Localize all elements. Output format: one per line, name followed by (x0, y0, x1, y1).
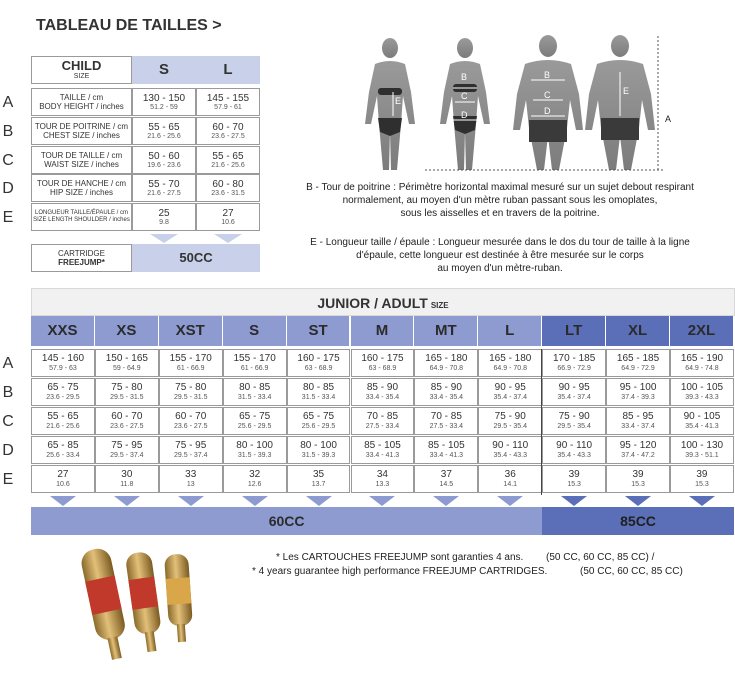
cartridge-1 (79, 546, 132, 662)
junior-size-MT: MT (414, 316, 478, 346)
junior-cell: 85 - 90 33.4 - 35.4 (351, 378, 415, 406)
junior-cell: 100 - 105 39.3 - 43.3 (670, 378, 734, 406)
junior-row-letter: E (2, 471, 14, 488)
junior-row-letter: B (2, 384, 14, 401)
junior-size-LT: LT (542, 316, 606, 346)
child-size-L: L (223, 61, 233, 78)
note-chest: B - Tour de poitrine : Périmètre horizontal maximal mesuré sur un sujet debout respirant normalement, au moyen d'un mètre ruban passant sous les omoplates, sous les aisselles et en travers de la poitrine. (306, 182, 694, 219)
svg-text:C: C (544, 90, 551, 100)
junior-size-XS: XS (95, 316, 159, 346)
junior-size-2XL: 2XL (670, 316, 734, 346)
junior-arrow (242, 496, 268, 506)
junior-cell: 145 - 160 57.9 - 63 (31, 349, 95, 377)
junior-cell: 165 - 185 64.9 - 72.9 (606, 349, 670, 377)
junior-divider (541, 349, 542, 495)
svg-text:E: E (623, 86, 630, 96)
junior-cell: 155 - 170 61 - 66.9 (223, 349, 287, 377)
child-row-label: TOUR DE TAILLE / cm WAIST SIZE / inches (31, 146, 132, 174)
junior-arrow (178, 496, 204, 506)
junior-cell: 75 - 90 29.5 - 35.4 (478, 407, 542, 435)
junior-size-M: M (351, 316, 415, 346)
child-cell: 145 - 155 57.9 - 61 (196, 88, 260, 116)
junior-cell: 150 - 165 59 - 64.9 (95, 349, 159, 377)
woman-front-figure (365, 38, 415, 170)
child-cell: 130 - 150 51.2 - 59 (132, 88, 196, 116)
child-row-letter: A (2, 94, 14, 111)
junior-size-L: L (478, 316, 542, 346)
svg-text:D: D (544, 106, 551, 116)
cartridge-3 (164, 553, 194, 642)
body-figures-illustration (345, 32, 675, 177)
junior-arrow (306, 496, 332, 506)
junior-cell: 39 15.3 (670, 465, 734, 493)
junior-cell: 165 - 190 64.9 - 74.8 (670, 349, 734, 377)
svg-text:B: B (544, 70, 551, 80)
child-cell: 55 - 70 21.6 - 27.5 (132, 174, 196, 202)
junior-cell: 75 - 95 29.5 - 37.4 (159, 436, 223, 464)
child-cartridge-label: CARTRIDGE FREEJUMP* (31, 244, 132, 272)
junior-cell: 75 - 80 29.5 - 31.5 (95, 378, 159, 406)
junior-cell: 65 - 75 23.6 - 29.5 (31, 378, 95, 406)
junior-cell: 60 - 70 23.6 - 27.5 (159, 407, 223, 435)
note-length: E - Longueur taille / épaule : Longueur mesurée dans le dos du tour de taille à la ligne d'épaule, cette longueur est destinée à être mesurée sur le corps au moyen d'un mètre-ruban. (310, 237, 690, 274)
child-row-letter: C (2, 152, 14, 169)
junior-arrow (433, 496, 459, 506)
junior-arrow (114, 496, 140, 506)
svg-text:D: D (461, 110, 468, 120)
junior-cell: 80 - 100 31.5 - 39.3 (223, 436, 287, 464)
child-row-label: TOUR DE POITRINE / cm CHEST SIZE / inches (31, 117, 132, 145)
child-arrow (214, 234, 242, 243)
junior-cell: 90 - 95 35.4 - 37.4 (542, 378, 606, 406)
junior-cell: 70 - 85 27.5 - 33.4 (351, 407, 415, 435)
footer-line-1-values: (50 CC, 60 CC, 85 CC) / (546, 552, 655, 563)
junior-arrow (561, 496, 587, 506)
cartridge-2 (125, 551, 165, 654)
svg-text:B: B (461, 72, 468, 82)
child-size-S: S (158, 61, 169, 78)
junior-size-XL: XL (606, 316, 670, 346)
child-cell: 55 - 65 21.6 - 25.6 (132, 117, 196, 145)
junior-cell: 170 - 185 66.9 - 72.9 (542, 349, 606, 377)
junior-cell: 65 - 75 25.6 - 29.5 (287, 407, 351, 435)
junior-cell: 90 - 105 35.4 - 41.3 (670, 407, 734, 435)
junior-row-letter: A (2, 355, 14, 372)
figure-label-e1: E (395, 96, 402, 106)
junior-cell: 37 14.5 (414, 465, 478, 493)
cartridges-illustration (75, 538, 205, 670)
figure-label-a: A (665, 114, 672, 124)
child-cell: 60 - 80 23.6 - 31.5 (196, 174, 260, 202)
child-header: CHILD SIZE (31, 56, 132, 84)
junior-row-letter: D (2, 442, 14, 459)
junior-size-ST: ST (287, 316, 351, 346)
junior-cell: 60 - 70 23.6 - 27.5 (95, 407, 159, 435)
junior-cell: 75 - 90 29.5 - 35.4 (542, 407, 606, 435)
junior-cell: 34 13.3 (351, 465, 415, 493)
junior-cell: 39 15.3 (606, 465, 670, 493)
junior-cell: 65 - 75 25.6 - 29.5 (223, 407, 287, 435)
junior-cell: 33 13 (159, 465, 223, 493)
junior-arrow (50, 496, 76, 506)
junior-cell: 32 12.6 (223, 465, 287, 493)
junior-arrow (497, 496, 523, 506)
junior-cell: 90 - 110 35.4 - 43.3 (542, 436, 606, 464)
junior-cell: 155 - 170 61 - 66.9 (159, 349, 223, 377)
child-row-label: TAILLE / cm BODY HEIGHT / inches (31, 88, 132, 116)
child-row-letter: E (2, 209, 14, 226)
child-cell: 25 9.8 (132, 203, 196, 231)
junior-size-S: S (223, 316, 287, 346)
junior-cartridge-85: 85CC (542, 507, 734, 535)
footer-line-2: * 4 years guarantee high performance FREEJUMP CARTRIDGES. (252, 566, 548, 577)
junior-cell: 35 13.7 (287, 465, 351, 493)
child-cell: 60 - 70 23.6 - 27.5 (196, 117, 260, 145)
child-cartridge-value: 50CC (132, 244, 260, 272)
junior-size-XST: XST (159, 316, 223, 346)
junior-cell: 80 - 85 31.5 - 33.4 (223, 378, 287, 406)
junior-cell: 30 11.8 (95, 465, 159, 493)
junior-cell: 85 - 90 33.4 - 35.4 (414, 378, 478, 406)
man-back-figure (585, 35, 655, 170)
child-row-label: TOUR DE HANCHE / cm HIP SIZE / inches (31, 174, 132, 202)
child-row-label: LONGUEUR TAILLE/ÉPAULE / cm SIZE LENGTH SHOULDER / inches (31, 203, 132, 231)
junior-cell: 75 - 95 29.5 - 37.4 (95, 436, 159, 464)
child-cell: 27 10.6 (196, 203, 260, 231)
junior-cell: 65 - 85 25.6 - 33.4 (31, 436, 95, 464)
footer-line-1: * Les CARTOUCHES FREEJUMP sont garanties 4 ans. (276, 552, 524, 563)
junior-cell: 70 - 85 27.5 - 33.4 (414, 407, 478, 435)
junior-row-letter: C (2, 413, 14, 430)
junior-cell: 85 - 105 33.4 - 41.3 (414, 436, 478, 464)
child-row-letter: B (2, 123, 14, 140)
woman-measure-figure (440, 38, 490, 170)
junior-cell: 55 - 65 21.6 - 25.6 (31, 407, 95, 435)
junior-cell: 85 - 105 33.4 - 41.3 (351, 436, 415, 464)
junior-arrow (625, 496, 651, 506)
junior-cell: 90 - 95 35.4 - 37.4 (478, 378, 542, 406)
junior-cell: 80 - 100 31.5 - 39.3 (287, 436, 351, 464)
junior-cell: 39 15.3 (542, 465, 606, 493)
junior-cell: 165 - 180 64.9 - 70.8 (414, 349, 478, 377)
junior-cell: 95 - 100 37.4 - 39.3 (606, 378, 670, 406)
junior-cartridge-60: 60CC (31, 507, 542, 535)
footer-line-2-values: (50 CC, 60 CC, 85 CC) (580, 566, 683, 577)
junior-arrow (369, 496, 395, 506)
junior-cell: 27 10.6 (31, 465, 95, 493)
junior-title-bar: JUNIOR / ADULT SIZE (31, 288, 735, 316)
junior-cell: 80 - 85 31.5 - 33.4 (287, 378, 351, 406)
junior-cell: 160 - 175 63 - 68.9 (351, 349, 415, 377)
man-measure-figure (513, 35, 583, 170)
junior-arrow (689, 496, 715, 506)
junior-cell: 85 - 95 33.4 - 37.4 (606, 407, 670, 435)
page-title: TABLEAU DE TAILLES > (36, 17, 222, 34)
junior-size-XXS: XXS (31, 316, 95, 346)
junior-cell: 95 - 120 37.4 - 47.2 (606, 436, 670, 464)
junior-cell: 100 - 130 39.3 - 51.1 (670, 436, 734, 464)
child-cell: 50 - 60 19.6 - 23.6 (132, 146, 196, 174)
child-row-letter: D (2, 180, 14, 197)
junior-cell: 75 - 80 29.5 - 31.5 (159, 378, 223, 406)
svg-text:C: C (461, 91, 468, 101)
junior-cell: 160 - 175 63 - 68.9 (287, 349, 351, 377)
child-arrow (150, 234, 178, 243)
child-cell: 55 - 65 21.6 - 25.6 (196, 146, 260, 174)
junior-cell: 165 - 180 64.9 - 70.8 (478, 349, 542, 377)
junior-cell: 90 - 110 35.4 - 43.3 (478, 436, 542, 464)
junior-cell: 36 14.1 (478, 465, 542, 493)
